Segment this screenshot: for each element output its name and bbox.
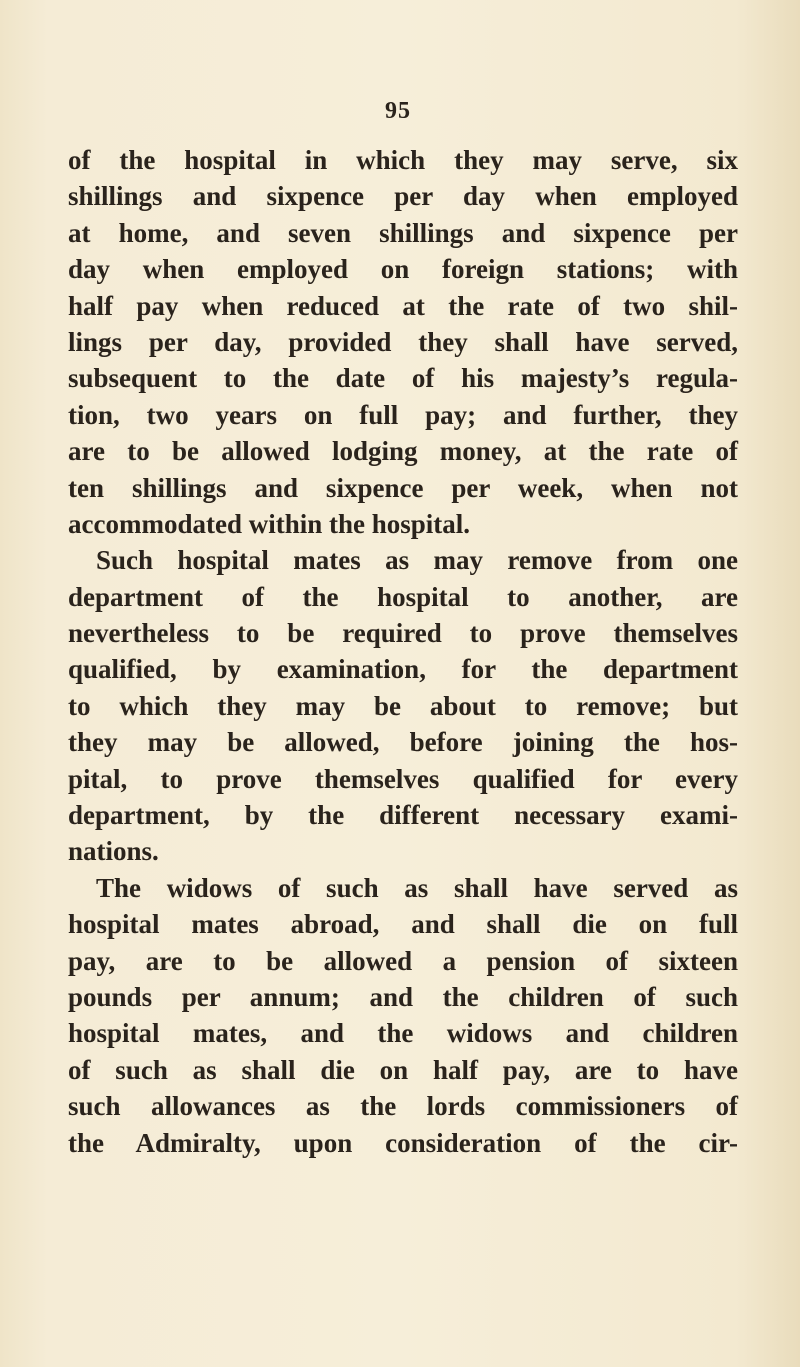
text-line: department, by the different necessary exami- xyxy=(68,800,738,831)
text-line: ten shillings and sixpence per week, when not xyxy=(68,472,738,503)
text-line: such allowances as the lords commissioners of xyxy=(68,1091,738,1122)
body-text xyxy=(68,142,738,1161)
text-line: shillings and sixpence per day when employed xyxy=(68,181,738,212)
text-line: at home, and seven shillings and sixpence per xyxy=(68,217,738,248)
text-line: hospital mates abroad, and shall die on full xyxy=(68,909,738,940)
text-line: qualified, by examination, for the department xyxy=(68,654,738,685)
text-line: hospital mates, and the widows and children xyxy=(68,1018,738,1049)
text-line: nevertheless to be required to prove themselves xyxy=(68,618,738,649)
paragraph-start-line: Such hospital mates as may remove from one xyxy=(96,545,738,576)
text-line: pital, to prove themselves qualified for every xyxy=(68,763,738,794)
text-line: subsequent to the date of his majesty’s regula- xyxy=(68,363,738,394)
text-line: half pay when reduced at the rate of two shil- xyxy=(68,290,738,321)
text-line: day when employed on foreign stations; with xyxy=(68,254,738,285)
text-line: department of the hospital to another, are xyxy=(68,581,738,612)
text-line: they may be allowed, before joining the hos- xyxy=(68,727,738,758)
text-line: of such as shall die on half pay, are to have xyxy=(68,1054,738,1085)
text-line: lings per day, provided they shall have served, xyxy=(68,326,738,357)
text-line: tion, two years on full pay; and further, they xyxy=(68,399,738,430)
paragraph-end-line: accommodated within the hospital. xyxy=(68,508,471,539)
text-line: to which they may be about to remove; but xyxy=(68,690,738,721)
paragraph-start-line: The widows of such as shall have served as xyxy=(96,872,738,903)
text-line: are to be allowed lodging money, at the rate of xyxy=(68,436,738,467)
paragraph-end-line: nations. xyxy=(68,836,159,867)
text-line: the Admiralty, upon consideration of the cir- xyxy=(68,1127,738,1158)
text-line: pay, are to be allowed a pension of sixteen xyxy=(68,945,738,976)
text-line: pounds per annum; and the children of such xyxy=(68,981,738,1012)
text-line: of the hospital in which they may serve, six xyxy=(68,145,738,175)
page-number: 95 xyxy=(385,98,411,124)
